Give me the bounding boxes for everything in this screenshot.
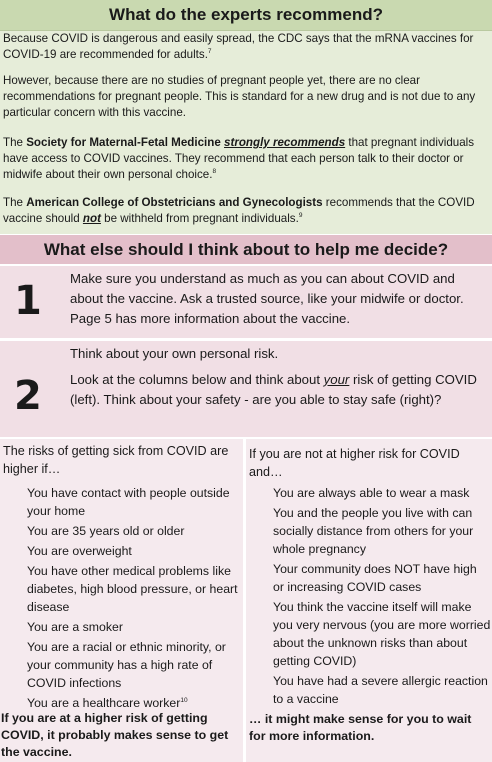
list-item: You and the people you live with can socially distance from others for your whole pregnancy [273,506,474,556]
list-item: You are a healthcare worker$^{10}$ [27,696,188,710]
list-item: You have other medical problems like diabetes, high blood pressure, or heart disease [27,564,238,614]
experts-paragraph-3: The Society for Maternal-Fetal Medicine strongly recommends that pregnant individuals have access to COVID vaccines. They recommend that each person talk to their doctor or midwife about their own personal choice.$^8$ [3,136,475,181]
list-item: You have had a severe allergic reaction to a vaccine [273,674,488,706]
step-1-number: 1 [14,278,42,324]
list-item: You are 35 years old or older [27,524,185,538]
step-2-line-1: Think about your own personal risk. [70,346,279,361]
list-item: You think the vaccine itself will make you very nervous (you are more worried about the unknown risks than about getting COVID) [273,600,491,668]
lower-risk-heading: If you are not at higher risk for COVID and… [249,447,460,479]
step-2 [0,341,492,437]
not-emphasis: not [82,212,101,225]
risk-columns [0,439,492,762]
step-1 [0,266,492,338]
smfm-name: Society for Maternal-Fetal Medicine [26,136,221,149]
step-1-text: Make sure you understand as much as you can about COVID and about the vaccine. Ask a trusted source, like your midwife or doctor. Page 5 has more information about the vaccine. [70,271,464,326]
step-2-text [70,344,486,410]
list-item: Your community does NOT have high or increasing COVID cases [273,562,477,594]
list-item: You are overweight [27,544,132,558]
strongly-recommends: strongly recommends [224,136,346,149]
higher-risk-conclusion: If you are at a higher risk of getting COVID, it probably makes sense to get the vaccine. [1,711,229,759]
your-emphasis: your [323,372,350,387]
list-item: You are a racial or ethnic minority, or your community has a high rate of COVID infections [27,640,226,690]
lower-risk-list [273,484,491,710]
experts-paragraph-2: However, because there are no studies of pregnant people yet, there are no clear recommendations for pregnant people. This is standard for a new drug and is not due to any particular concern with this vaccine. [3,74,476,119]
list-item: You are a smoker [27,620,123,634]
higher-risk-column [0,439,243,762]
higher-risk-list [27,484,239,714]
experts-paragraph-1: Because COVID is dangerous and easily spread, the CDC says that the mRNA vaccines for COVID-19 are recommended for adults.$^7$ [3,32,474,61]
experts-paragraph-4: The American College of Obstetricians and Gynecologists recommends that the COVID vaccine should not be withheld from pregnant individuals.$^9$ [3,196,475,225]
lower-risk-column [246,439,492,762]
experts-section [0,31,492,234]
list-item: You are always able to wear a mask [273,486,470,500]
ref-7: 7 [207,48,212,56]
decide-heading: What else should I think about to help me decide? [0,235,492,264]
step-2-number: 2 [14,373,42,419]
list-item: You have contact with people outside your home [27,486,230,518]
experts-heading: What do the experts recommend? [0,0,492,31]
step-2-line-2: Look at the columns below and think about your risk of getting COVID (left). Think about your safety - are you able to stay safe (right)? [70,372,477,407]
acog-name: American College of Obstetricians and Gynecologists [26,196,323,209]
lower-risk-conclusion: … it might make sense for you to wait for more information. [249,712,472,743]
higher-risk-heading: The risks of getting sick from COVID are higher if… [3,444,229,476]
